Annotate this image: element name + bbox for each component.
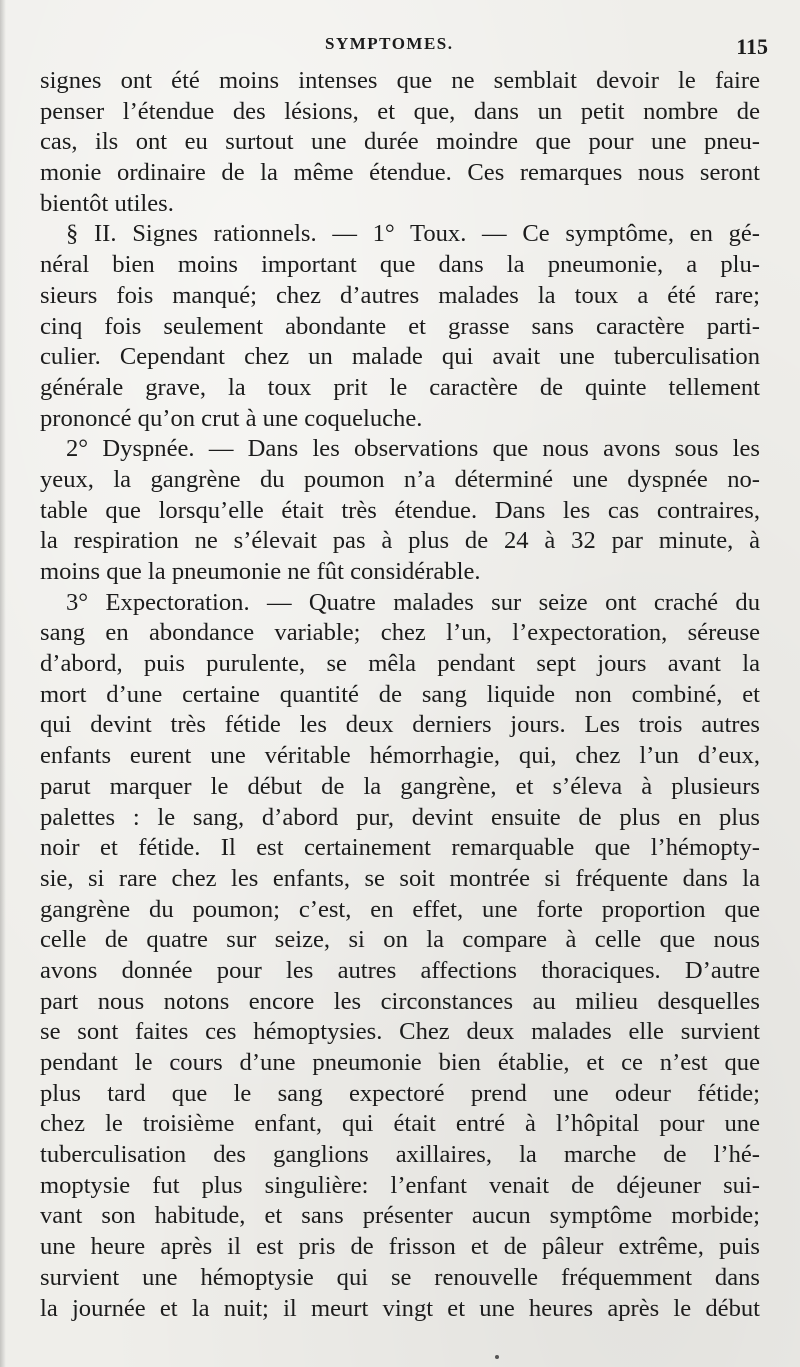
text-line: prononcé qu’on crut à une coqueluche.	[40, 404, 423, 432]
text-line: sie, si rare chez les enfants, se soit montrée si fréquente dans la	[40, 864, 760, 892]
text-line: la respiration ne s’élevait pas à plus de 24 à 32 par minute, à	[40, 527, 760, 555]
text-line: la journée et la nuit; il meurt vingt et une heures après le début	[40, 1294, 760, 1322]
text-line: qui devint très fétide les deux derniers jours. Les trois autres	[40, 711, 760, 739]
text-line: moptysie fut plus singulière: l’enfant venait de déjeuner sui-	[40, 1171, 760, 1199]
text-line: se sont faites ces hémoptysies. Chez deux malades elle survient	[40, 1018, 760, 1046]
text-line: avons donnée pour les autres affections thoraciques. D’autre	[40, 956, 760, 984]
page-number: 115	[736, 34, 768, 59]
body-text	[40, 66, 760, 1324]
running-head	[0, 30, 800, 60]
text-line: générale grave, la toux prit le caractère de quinte tellement	[40, 373, 760, 401]
text-line: chez le troisième enfant, qui était entré à l’hôpital pour une	[40, 1110, 760, 1138]
text-line: sang en abondance variable; chez l’un, l’expectoration, séreuse	[40, 619, 760, 647]
page-gutter-shadow	[0, 0, 6, 1367]
running-title: SYMPTOMES.	[325, 34, 454, 53]
text-line: part nous notons encore les circonstances au milieu desquelles	[40, 987, 760, 1015]
text-line: noir et fétide. Il est certainement remarquable que l’hémopty-	[40, 834, 760, 862]
text-line: mort d’une certaine quantité de sang liquide non combiné, et	[40, 680, 760, 708]
subsection-heading-line: 3° Expectoration. — Quatre malades sur seize ont craché du	[66, 588, 760, 616]
text-line: moins que la pneumonie ne fût considérable.	[40, 558, 481, 585]
text-line: pendant le cours d’une pneumonie bien établie, et ce n’est que	[40, 1049, 760, 1076]
text-line: monie ordinaire de la même étendue. Ces remarques nous seront	[40, 159, 760, 187]
text-line: celle de quatre sur seize, si on la compare à celle que nous	[40, 926, 760, 954]
text-line: parut marquer le début de la gangrène, et s’éleva à plusieurs	[40, 772, 760, 800]
text-line: table que lorsqu’elle était très étendue. Dans les cas contraires,	[40, 496, 760, 524]
text-line: survient une hémoptysie qui se renouvelle fréquemment dans	[40, 1263, 760, 1291]
text-line: sieurs fois manqué; chez d’autres malades la toux a été rare;	[40, 281, 760, 309]
text-line: d’abord, puis purulente, se mêla pendant sept jours avant la	[40, 650, 760, 678]
text-line: une heure après il est pris de frisson et de pâleur extrême, puis	[40, 1233, 760, 1261]
text-line: yeux, la gangrène du poumon n’a déterminé une dyspnée no-	[40, 465, 760, 493]
print-speck	[495, 1355, 499, 1359]
subsection-heading-line: 2° Dyspnée. — Dans les observations que nous avons sous les	[66, 435, 760, 463]
text-line: culier. Cependant chez un malade qui avait une tuberculisation	[40, 343, 760, 371]
text-line: enfants eurent une véritable hémorrhagie, qui, chez l’un d’eux,	[40, 742, 760, 770]
text-line: néral bien moins important que dans la pneumonie, a plu-	[40, 251, 760, 279]
text-line: signes ont été moins intenses que ne semblait devoir le faire	[40, 67, 760, 94]
text-line: gangrène du poumon; c’est, en effet, une forte proportion que	[40, 895, 760, 923]
text-line: bientôt utiles.	[40, 189, 174, 217]
text-line: cas, ils ont eu surtout une durée moindre que pour une pneu-	[40, 128, 760, 156]
text-line: tuberculisation des ganglions axillaires, la marche de l’hé-	[40, 1141, 760, 1169]
text-line: vant son habitude, et sans présenter aucun symptôme morbide;	[40, 1202, 760, 1230]
text-line: cinq fois seulement abondante et grasse sans caractère parti-	[40, 312, 760, 340]
section-heading-line: § II. Signes rationnels. — 1° Toux. — Ce symptôme, en gé-	[66, 220, 760, 248]
text-line: penser l’étendue des lésions, et que, dans un petit nombre de	[40, 97, 760, 125]
text-line: palettes : le sang, d’abord pur, devint ensuite de plus en plus	[40, 803, 760, 831]
text-line: plus tard que le sang expectoré prend une odeur fétide;	[40, 1079, 760, 1107]
